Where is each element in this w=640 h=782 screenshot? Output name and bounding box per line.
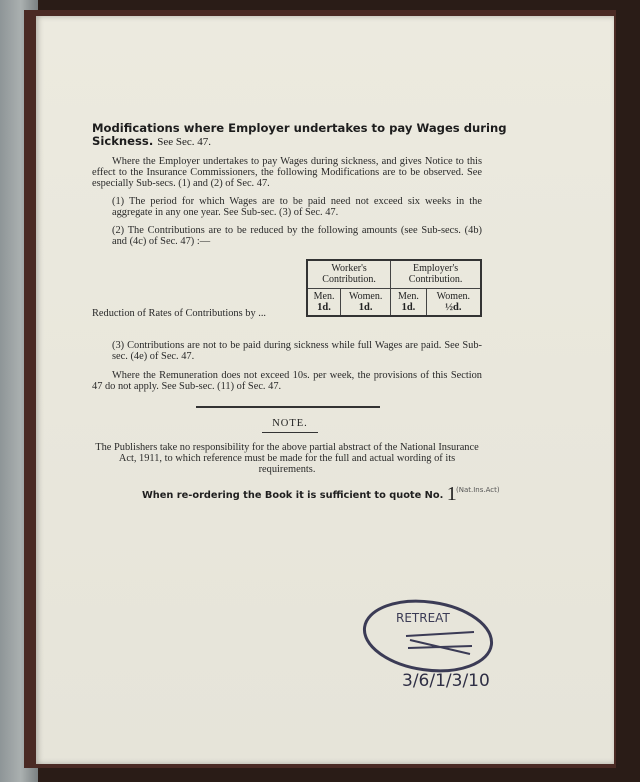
col-label: Men.	[313, 290, 335, 302]
heading-title: Modifications where Employer undertakes to pay Wages during Sickness.	[92, 121, 507, 148]
contribution-table	[306, 259, 482, 317]
heading-ref: See Sec. 47.	[157, 136, 212, 148]
note-underline	[262, 432, 318, 433]
col-label: Men.	[398, 290, 419, 302]
col-label: Women.	[436, 290, 471, 302]
reorder-text: When re-ordering the Book it is sufficient to quote No.	[142, 490, 444, 501]
col-worker-men	[307, 288, 341, 316]
rate-value: 1d.	[358, 301, 373, 313]
reorder-number: 1	[446, 483, 457, 505]
stamp-top: RETREAT	[396, 611, 450, 625]
stamp-bottom: 3/6/1/3/10	[402, 671, 490, 690]
remuneration-paragraph: Where the Remuneration does not exceed 10s. per week, the provisions of this Section 47 do not apply. See Sub-sec. (11) of Sec. 47.	[92, 370, 482, 392]
col-employer-men	[391, 288, 426, 316]
employers-contribution-header: Employer's Contribution.	[391, 260, 481, 288]
library-stamp	[362, 590, 502, 690]
item-1-paragraph: (1) The period for which Wages are to be paid need not exceed six weeks in the aggregate in any one year. See Sub-sec. (3) of Sec. 47.	[112, 196, 482, 218]
reorder-tag: (Nat.Ins.Act)	[456, 486, 500, 494]
rate-value: ½d.	[445, 301, 462, 313]
workers-contribution-header: Worker's Contribution.	[307, 260, 391, 288]
note-title: NOTE.	[272, 418, 308, 429]
section-heading	[92, 122, 512, 149]
reorder-line	[142, 483, 457, 506]
col-employer-women	[426, 288, 481, 316]
rate-value: 1d.	[317, 301, 331, 313]
rate-value: 1d.	[401, 301, 416, 313]
col-label: Women.	[348, 290, 383, 302]
note-text: The Publishers take no responsibility for the above partial abstract of the National Insurance Act, 1911, to which reference must be made for the full and actual wording of its requirements.	[95, 442, 479, 475]
col-worker-women	[341, 288, 391, 316]
item-3-paragraph: (3) Contributions are not to be paid during sickness while full Wages are paid. See Sub-sec. (4e) of Sec. 47.	[112, 340, 482, 362]
reduction-label: Reduction of Rates of Contributions by ...	[92, 308, 267, 319]
divider	[196, 406, 380, 408]
intro-paragraph: Where the Employer undertakes to pay Wages during sickness, and gives Notice to this effect to the Insurance Commissioners, the following Modifications are to be observed. See especially Sub-secs. (1) and (2) of Sec. 47.	[92, 156, 482, 189]
item-2-paragraph: (2) The Contributions are to be reduced by the following amounts (see Sub-secs. (4b) and (4c) of Sec. 47) :—	[112, 225, 482, 247]
